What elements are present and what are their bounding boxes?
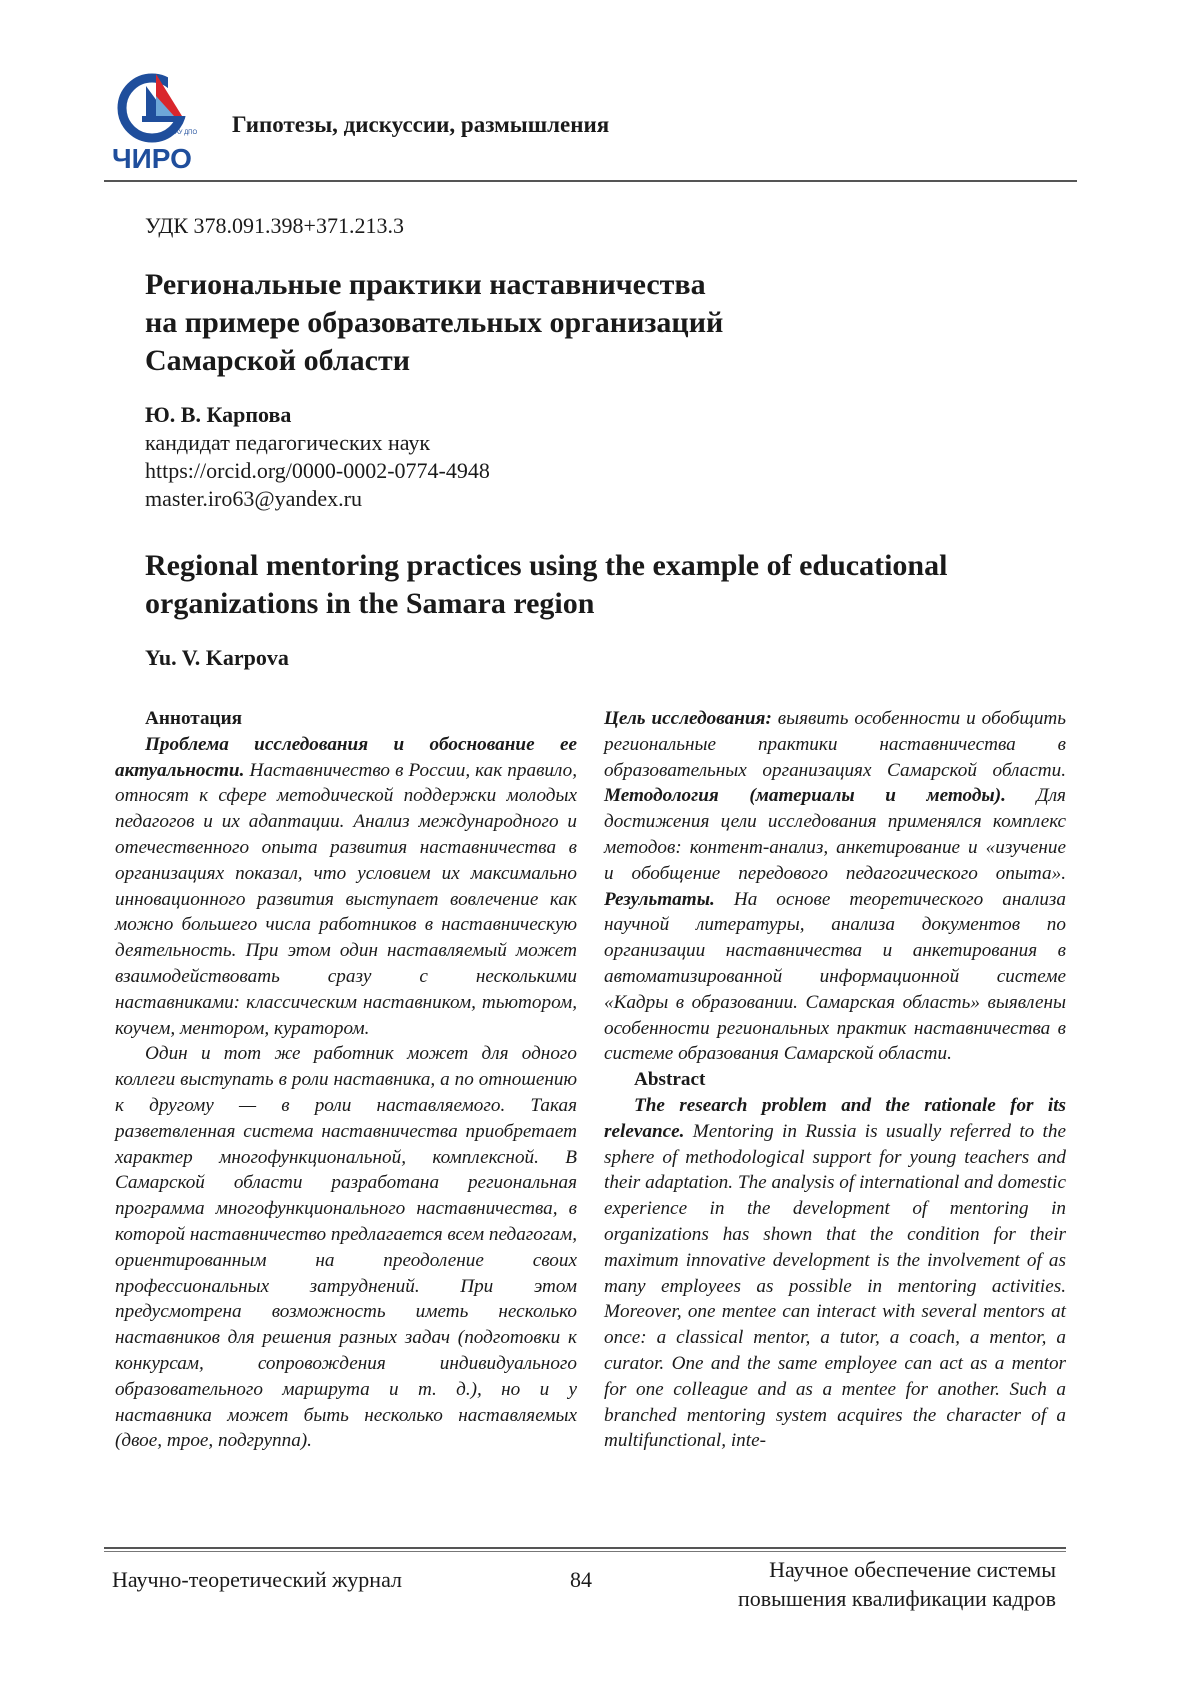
article-title-ru	[145, 266, 723, 380]
annotation-heading: Аннотация	[145, 706, 577, 732]
logo-text: ЧИРО	[112, 143, 192, 174]
footer-journal-title-line: Научное обеспечение системы	[680, 1555, 1056, 1584]
page-number: 84	[570, 1567, 592, 1593]
author-name-en: Yu. V. Karpova	[145, 645, 289, 671]
footer-journal-title	[680, 1555, 1056, 1613]
goal-paragraph	[604, 706, 1066, 1067]
results-lead: Результаты.	[604, 889, 715, 910]
footer-divider-thin	[104, 1551, 1066, 1552]
udk-code: УДК 378.091.398+371.213.3	[145, 213, 404, 239]
logo-emblem-icon	[112, 68, 208, 176]
abstract-text: Mentoring in Russia is usually referred to the sphere of methodological support for young teachers and their adaptation. The analysis of international and domestic experience in the development of mentoring in organizations has shown that the condition for their maximum innovative development is the involvement of as many employees as possible in mentoring activities. Moreover, one mentee can interact with several mentors at once: a classical mentor, a tutor, a coach, a mentor, a curator. One and the same employee can act as a mentor for one colleague and as a mentee for another. Such a branched mentoring system acquires the character of a multifunctional, inte-	[604, 1121, 1066, 1452]
annotation-paragraph	[115, 732, 577, 1042]
title-en-line: Regional mentoring practices using the example of educational	[145, 547, 947, 585]
method-text: Для достижения цели исследования применялся комплекс методов: контент-анализ, анкетирование и «изучение и обобщение передового педагогического опыта».	[604, 785, 1066, 883]
logo-small-text: ГАУ ДПО	[172, 130, 197, 136]
footer-divider	[104, 1547, 1066, 1549]
author-orcid-link[interactable]: https://orcid.org/0000-0002-0774-4948	[145, 457, 490, 485]
section-title: Гипотезы, дискуссии, размышления	[232, 112, 609, 138]
footer-journal-name: Научно-теоретический журнал	[112, 1567, 402, 1593]
goal-lead: Цель исследования:	[604, 708, 772, 729]
abstract-heading: Abstract	[634, 1067, 1066, 1093]
author-degree: кандидат педагогических наук	[145, 429, 490, 457]
author-email-link[interactable]: master.iro63@yandex.ru	[145, 485, 490, 513]
title-en-line: organizations in the Samara region	[145, 585, 947, 623]
abstract-lead: The research problem and the rationale for its relevance.	[604, 1095, 1066, 1142]
annotation-lead: Проблема исследования и обоснование ее актуальности.	[115, 734, 577, 781]
title-ru-line: Региональные практики наставничества	[145, 266, 723, 304]
results-text: На основе теоретического анализа научной литературы, анализа документов по организации наставничества и анкетирования в автоматизированной информационной системе «Кадры в образовании. Самарская область» выявлены особенности региональных практик наставничества в системе образования Самарской области.	[604, 889, 1066, 1065]
left-column	[115, 706, 577, 1454]
title-ru-line: на примере образовательных организаций	[145, 304, 723, 342]
article-title-en	[145, 547, 947, 623]
header-divider	[104, 180, 1077, 182]
title-ru-line: Самарской области	[145, 342, 723, 380]
author-info	[145, 401, 490, 513]
chiro-logo	[112, 68, 208, 176]
annotation-text: Наставничество в России, как правило, относят к сфере методической поддержки молодых педагогов и их адаптации. Анализ международного и отечественного опыта развития наставничества в организациях показал, что условием их максимально инновационного развития выступает вовлечение как можно большего числа работников в наставническую деятельность. При этом один наставляемый может взаимодействовать сразу с несколькими наставниками: классическим наставником, тьютором, коучем, ментором, куратором.	[115, 760, 577, 1039]
goal-text: выявить особенности и обобщить региональные практики наставничества в образовательных организациях Самарской области.	[604, 708, 1066, 781]
right-column	[604, 706, 1066, 1454]
method-lead: Методология (материалы и методы).	[604, 785, 1006, 806]
footer-journal-title-line: повышения квалификации кадров	[680, 1584, 1056, 1613]
author-name: Ю. В. Карпова	[145, 401, 490, 429]
annotation-paragraph: Один и тот же работник может для одного коллеги выступать в роли наставника, а по отношению к другому — в роли наставляемого. Такая разветвленная система наставничества приобретает характер многофункциональной, комплексной. В Самарской области разработана региональная программа многофункционального наставничества, в которой наставничество предлагается всем педагогам, ориентированным на преодоление своих профессиональных затруднений. При этом предусмотрена возможность иметь несколько наставников для решения разных задач (подготовки к конкурсам, сопровождения индивидуального образовательного маршрута и т. д.), но и у наставника может быть несколько наставляемых (двое, трое, подгруппа).	[115, 1041, 577, 1454]
abstract-paragraph	[604, 1093, 1066, 1454]
